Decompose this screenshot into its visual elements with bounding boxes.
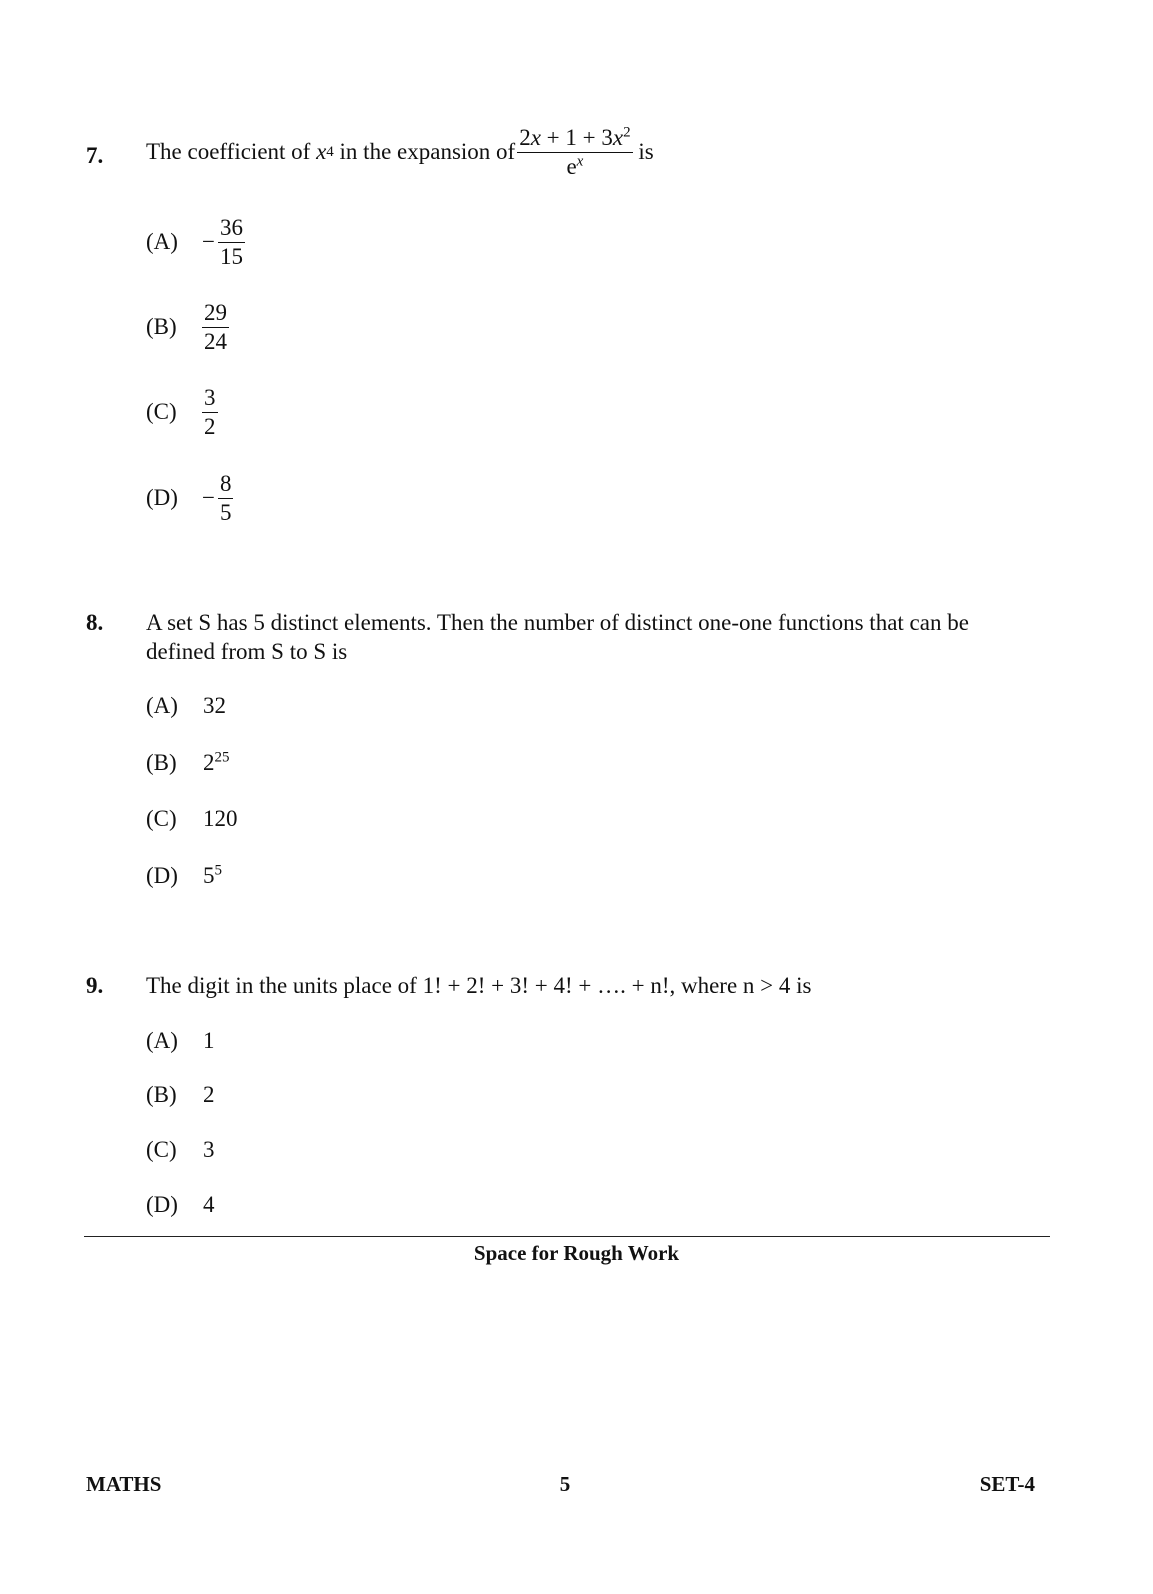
q7-option-d[interactable]: (D) − $\frac{8}{5}$ (146, 471, 232, 525)
q9-option-c[interactable]: (C) 3 (146, 1137, 215, 1162)
question-number-7: 7. (86, 143, 104, 168)
question-8-line-1: A set S has 5 distinct elements. Then the number of distinct one-one functions that can be (146, 610, 969, 635)
question-number-9: 9. (86, 973, 104, 998)
rough-work-divider (84, 1236, 1050, 1237)
footer-page-number: 5 (559, 1472, 571, 1496)
footer-set: SET-4 (979, 1472, 1035, 1496)
q9-option-d[interactable]: (D) 4 (146, 1192, 215, 1217)
q8-option-d[interactable]: (D) $5^5$ (146, 862, 222, 888)
q7-option-c[interactable]: (C) $\frac{3}{2}$ (146, 385, 216, 439)
q9-option-a[interactable]: (A) 1 (146, 1028, 215, 1053)
question-number-8: 8. (86, 610, 104, 635)
footer-subject: MATHS (86, 1472, 162, 1496)
q8-option-b[interactable]: (B) $2^{25}$ (146, 749, 230, 775)
q9-option-b[interactable]: (B) 2 (146, 1082, 215, 1107)
q8-option-c[interactable]: (C) 120 (146, 806, 238, 831)
q7-option-b[interactable]: (B) $\frac{29}{24}$ (146, 300, 227, 354)
question-9-text: The digit in the units place of 1! + 2! + 3! + 4! + …. + n!, where n > 4 is (146, 973, 812, 998)
question-7-text: The coefficient of x 4 in the expansion of $\frac{2x + 1 + 3x^2}{e^x}$ is (146, 124, 654, 179)
q8-option-a[interactable]: (A) 32 (146, 693, 226, 718)
question-8-line-2: defined from S to S is (146, 639, 348, 664)
q7-option-a[interactable]: (A) − $\frac{36}{15}$ (146, 215, 243, 269)
rough-work-heading: Space for Rough Work (473, 1241, 680, 1265)
question-7-fraction: $\frac{2x + 1 + 3x^2}{e^x}$ (519, 124, 631, 179)
